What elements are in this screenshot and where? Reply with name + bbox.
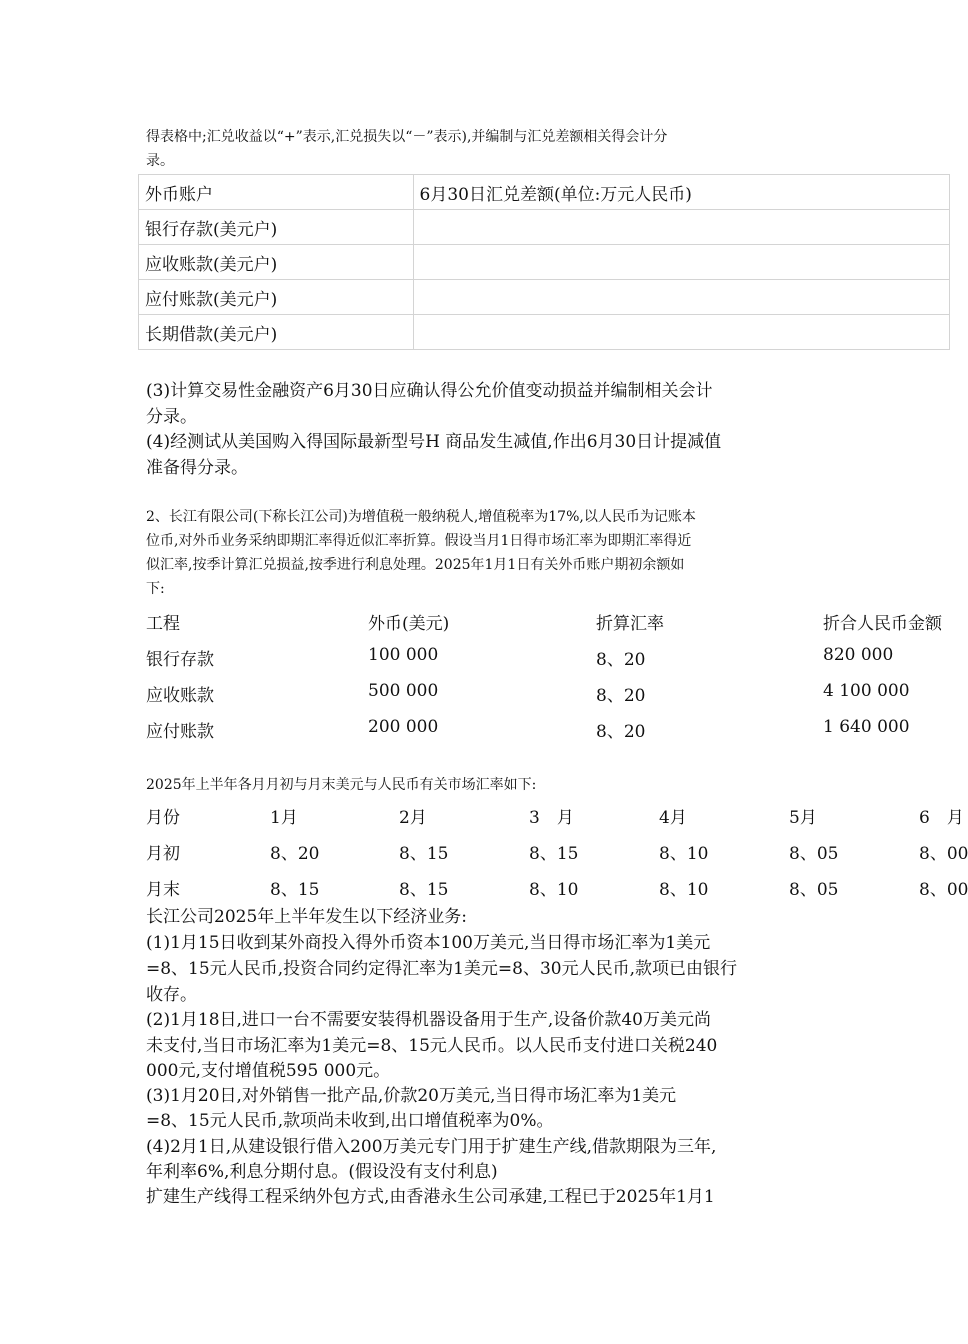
fx-difference-table bbox=[138, 174, 950, 350]
table-header-cell: 折算汇率 bbox=[596, 614, 664, 634]
table-cell: 应收账款(美元户) bbox=[139, 245, 414, 280]
table-cell: 8、15 bbox=[529, 844, 579, 864]
table-cell: 银行存款(美元户) bbox=[139, 210, 414, 245]
table-header-cell: 折合人民币金额 bbox=[823, 614, 942, 634]
business-line: (2)1月18日,进口一台不需要安装得机器设备用于生产,设备价款40万美元尚 bbox=[146, 1010, 711, 1030]
table-cell bbox=[413, 245, 950, 280]
business-line: =8、15元人民币,款项尚未收到,出口增值税率为0%。 bbox=[146, 1111, 554, 1131]
table-cell: 8、15 bbox=[270, 880, 320, 900]
problem2-line: 似汇率,按季计算汇兑损益,按季进行利息处理。2025年1月1日有关外币账户期初余额如 bbox=[146, 557, 685, 573]
table-cell: 8、00 bbox=[919, 844, 968, 864]
table-row bbox=[139, 210, 950, 245]
table-row bbox=[139, 280, 950, 315]
table-cell bbox=[413, 315, 950, 350]
table-cell: 月初 bbox=[146, 844, 180, 864]
table-header-row bbox=[139, 175, 950, 210]
table-cell: 8、05 bbox=[789, 844, 839, 864]
intro-line-2: 录。 bbox=[146, 153, 174, 169]
table-cell: 8、20 bbox=[596, 722, 646, 742]
rate-intro: 2025年上半年各月月初与月末美元与人民币有关市场汇率如下: bbox=[146, 777, 537, 793]
table-row bbox=[139, 315, 950, 350]
business-line: =8、15元人民币,投资合同约定得汇率为1美元=8、30元人民币,款项已由银行 bbox=[146, 959, 738, 979]
problem2-line: 2、长江有限公司(下称长江公司)为增值税一般纳税人,增值税率为17%,以人民币为记账本 bbox=[146, 509, 696, 525]
business-line: 年利率6%,利息分期付息。(假设没有支付利息) bbox=[146, 1162, 498, 1182]
table-header-cell: 月份 bbox=[146, 808, 180, 828]
table-header-cell: 6 月 bbox=[919, 808, 964, 828]
business-line: 长江公司2025年上半年发生以下经济业务: bbox=[146, 907, 467, 927]
business-line: 扩建生产线得工程采纳外包方式,由香港永生公司承建,工程已于2025年1月1 bbox=[146, 1187, 715, 1207]
table-header-cell: 外币账户 bbox=[139, 175, 414, 210]
table-cell: 银行存款 bbox=[146, 650, 214, 670]
table-cell: 长期借款(美元户) bbox=[139, 315, 414, 350]
table-cell: 8、15 bbox=[399, 844, 449, 864]
table-cell: 8、10 bbox=[659, 844, 709, 864]
table-cell: 1 640 000 bbox=[823, 717, 910, 737]
business-line: (1)1月15日收到某外商投入得外币资本100万美元,当日得市场汇率为1美元 bbox=[146, 933, 711, 953]
problem2-line: 位币,对外币业务采纳即期汇率得近似汇率折算。假设当月1日得市场汇率为即期汇率得近 bbox=[146, 533, 692, 549]
table-cell: 8、15 bbox=[399, 880, 449, 900]
question-line: (4)经测试从美国购入得国际最新型号H 商品发生减值,作出6月30日计提减值 bbox=[146, 432, 722, 452]
table-row bbox=[139, 245, 950, 280]
table-cell: 应付账款(美元户) bbox=[139, 280, 414, 315]
table-cell: 4 100 000 bbox=[823, 681, 910, 701]
intro-line-1: 得表格中;汇兑收益以“+”表示,汇兑损失以“－”表示),并编制与汇兑差额相关得会计分 bbox=[146, 129, 668, 145]
business-line: 收存。 bbox=[146, 985, 197, 1005]
problem2-line: 下: bbox=[146, 581, 165, 597]
table-cell: 8、10 bbox=[659, 880, 709, 900]
business-line: 未支付,当日市场汇率为1美元=8、15元人民币。以人民币支付进口关税240 bbox=[146, 1036, 718, 1056]
table-header-cell: 5月 bbox=[789, 808, 817, 828]
table-cell bbox=[413, 210, 950, 245]
table-cell: 8、20 bbox=[270, 844, 320, 864]
table-cell: 8、20 bbox=[596, 650, 646, 670]
table-header-cell: 1月 bbox=[270, 808, 298, 828]
table-cell: 8、05 bbox=[789, 880, 839, 900]
question-line: 准备得分录。 bbox=[146, 458, 248, 478]
table-cell bbox=[413, 280, 950, 315]
table-header-cell: 外币(美元) bbox=[368, 614, 450, 634]
table-cell: 8、00 bbox=[919, 880, 968, 900]
business-line: 000元,支付增值税595 000元。 bbox=[146, 1061, 391, 1081]
table-header-cell: 2月 bbox=[399, 808, 427, 828]
table-header-cell: 工程 bbox=[146, 614, 180, 634]
question-line: 分录。 bbox=[146, 407, 197, 427]
table-cell: 820 000 bbox=[823, 645, 894, 665]
table-cell: 8、10 bbox=[529, 880, 579, 900]
table-cell: 应付账款 bbox=[146, 722, 214, 742]
business-line: (4)2月1日,从建设银行借入200万美元专门用于扩建生产线,借款期限为三年, bbox=[146, 1137, 717, 1157]
table-cell: 200 000 bbox=[368, 717, 439, 737]
table-cell: 100 000 bbox=[368, 645, 439, 665]
table-header-cell: 6月30日汇兑差额(单位:万元人民币) bbox=[413, 175, 950, 210]
table-cell: 月末 bbox=[146, 880, 180, 900]
table-header-cell: 4月 bbox=[659, 808, 687, 828]
table-cell: 8、20 bbox=[596, 686, 646, 706]
table-header-cell: 3 月 bbox=[529, 808, 574, 828]
question-line: (3)计算交易性金融资产6月30日应确认得公允价值变动损益并编制相关会计 bbox=[146, 381, 713, 401]
table-cell: 应收账款 bbox=[146, 686, 214, 706]
table-cell: 500 000 bbox=[368, 681, 439, 701]
business-line: (3)1月20日,对外销售一批产品,价款20万美元,当日得市场汇率为1美元 bbox=[146, 1086, 677, 1106]
